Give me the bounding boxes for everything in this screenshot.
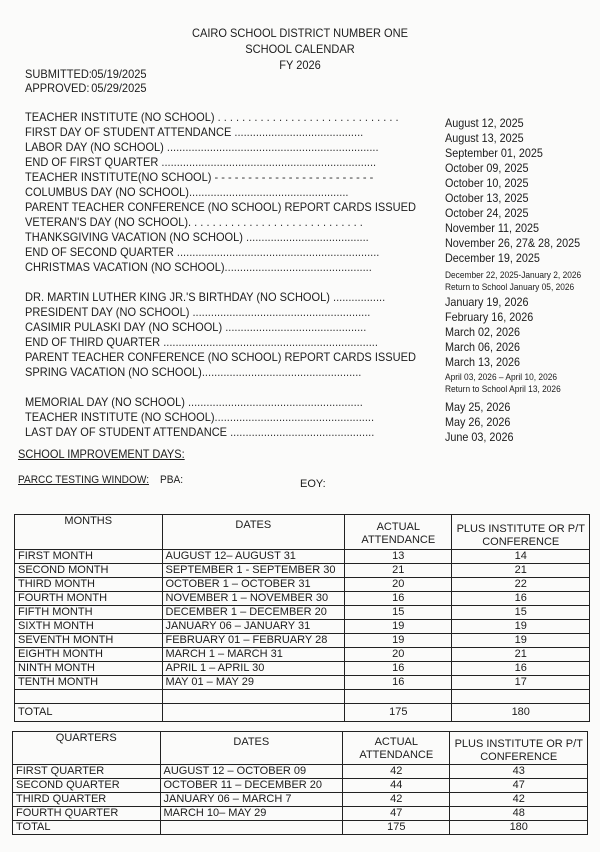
plus-institute-cell: 42 — [450, 793, 588, 807]
event-label: CASIMIR PULASKI DAY (NO SCHOOL) — [25, 320, 223, 334]
event-date: November 26, 27& 28, 2025 — [445, 236, 581, 250]
actual-attendance-cell: 175 — [343, 821, 450, 835]
event-row — [25, 140, 379, 155]
event-row — [25, 185, 348, 200]
event-date: January 19, 2026 — [445, 295, 529, 309]
plus-institute-cell: 15 — [452, 606, 590, 620]
actual-attendance-cell: 175 — [345, 704, 452, 722]
submission-meta — [25, 67, 146, 95]
event-row — [25, 215, 363, 230]
event-label: DR. MARTIN LUTHER KING JR.'S BIRTHDAY (NO SCHOOL) — [25, 290, 330, 304]
period-cell: TOTAL — [13, 821, 161, 835]
leader-dots: ..................................................................... — [163, 140, 379, 154]
col-header-actual-attendance: ACTUAL ATTENDANCE — [345, 515, 452, 550]
period-cell: SIXTH MONTH — [15, 620, 163, 634]
dates-cell: MARCH 10– MAY 29 — [160, 807, 343, 821]
months-attendance-table — [14, 514, 590, 722]
dates-cell: JANUARY 06 – JANUARY 31 — [162, 620, 345, 634]
period-cell: THIRD MONTH — [15, 578, 163, 592]
leader-dots: ...................................................................... — [158, 155, 377, 169]
col-header-plus-institute: PLUS INSTITUTE OR P/T CONFERENCE — [452, 515, 590, 550]
event-label: MEMORIAL DAY (NO SCHOOL) — [25, 395, 185, 409]
event-date: December 22, 2025-January 2, 2026 — [445, 270, 582, 281]
leader-dots: ................. — [329, 290, 386, 304]
dates-cell: OCTOBER 1 – OCTOBER 31 — [162, 578, 345, 592]
submitted-line: SUBMITTED:05/19/2025 — [25, 67, 147, 81]
plus-institute-cell: 16 — [452, 592, 590, 606]
actual-attendance-cell: 19 — [345, 634, 452, 648]
dates-cell: AUGUST 12– AUGUST 31 — [162, 550, 345, 564]
event-row — [25, 335, 378, 350]
dates-cell: NOVEMBER 1 – NOVEMBER 30 — [162, 592, 345, 606]
actual-attendance-cell: 16 — [345, 662, 452, 676]
parcc-testing-window — [18, 474, 183, 486]
leader-dots: .......................................... — [231, 125, 364, 139]
submitted-date: 05/19/2025 — [91, 67, 147, 81]
actual-attendance-cell: 20 — [345, 578, 452, 592]
eoy-label: EOY: — [300, 478, 326, 490]
leader-dots: ...................................................................... — [160, 335, 378, 349]
event-label: PRESIDENT DAY (NO SCHOOL) — [25, 305, 190, 319]
event-date: October 09, 2025 — [445, 161, 529, 175]
table-row — [15, 662, 590, 676]
actual-attendance-cell: 15 — [345, 606, 452, 620]
table-row — [13, 793, 588, 807]
plus-institute-cell: 14 — [452, 550, 590, 564]
period-cell — [15, 690, 163, 704]
actual-attendance-cell: 47 — [343, 807, 450, 821]
event-date: October 10, 2025 — [445, 176, 529, 190]
period-cell: SEVENTH MONTH — [15, 634, 163, 648]
event-date: March 13, 2026 — [445, 355, 521, 369]
quarters-attendance-table — [12, 731, 588, 835]
return-to-school-date: Return to School January 05, 2026 — [445, 282, 575, 293]
event-label: PARENT TEACHER CONFERENCE (NO SCHOOL) REPORT CARDS ISSUED — [25, 200, 416, 214]
event-row — [25, 350, 416, 365]
actual-attendance-cell — [345, 690, 452, 704]
event-label: END OF SECOND QUARTER — [25, 245, 174, 259]
actual-attendance-cell: 44 — [343, 779, 450, 793]
period-cell: EIGHTH MONTH — [15, 648, 163, 662]
event-row — [25, 170, 373, 185]
dates-cell: AUGUST 12 – OCTOBER 09 — [160, 765, 343, 779]
event-row — [25, 395, 363, 410]
actual-attendance-cell: 20 — [345, 648, 452, 662]
dates-cell: APRIL 1 – APRIL 30 — [162, 662, 345, 676]
dates-cell: FEBRUARY 01 – FEBRUARY 28 — [162, 634, 345, 648]
col-header-months: MONTHS — [15, 515, 163, 550]
col-header-dates: DATES — [160, 732, 343, 765]
period-cell: SECOND MONTH — [15, 564, 163, 578]
dates-cell: DECEMBER 1 – DECEMBER 20 — [162, 606, 345, 620]
plus-institute-cell: 180 — [450, 821, 588, 835]
table-row — [15, 564, 590, 578]
table-row — [13, 779, 588, 793]
parcc-label: PARCC TESTING WINDOW: — [18, 474, 150, 486]
event-date: October 24, 2025 — [445, 206, 529, 220]
period-cell: TOTAL — [15, 704, 163, 722]
actual-attendance-cell: 16 — [345, 592, 452, 606]
plus-institute-cell: 22 — [452, 578, 590, 592]
leader-dots: .................................................... — [201, 365, 362, 379]
period-cell: FOURTH QUARTER — [13, 807, 161, 821]
table-row — [15, 620, 590, 634]
event-date: November 11, 2025 — [445, 221, 540, 235]
event-label: SPRING VACATION (NO SCHOOL) — [25, 365, 202, 379]
table-row — [15, 676, 590, 690]
leader-dots: .......................................................... — [189, 305, 371, 319]
event-date: April 03, 2026 – April 10, 2026 — [445, 372, 558, 383]
col-header-actual-attendance: ACTUAL ATTENDANCE — [343, 732, 450, 765]
plus-institute-cell: 16 — [452, 662, 590, 676]
col-header-dates: DATES — [162, 515, 345, 550]
event-row — [25, 110, 399, 125]
period-cell: TENTH MONTH — [15, 676, 163, 690]
leader-dots: .............................................. — [222, 320, 367, 334]
actual-attendance-cell: 19 — [345, 620, 452, 634]
dates-cell — [162, 690, 345, 704]
dates-cell: JANUARY 06 – MARCH 7 — [160, 793, 343, 807]
event-date: March 06, 2026 — [445, 340, 521, 354]
event-label: LABOR DAY (NO SCHOOL) — [25, 140, 164, 154]
event-date: December 19, 2025 — [445, 251, 540, 265]
table-header-row — [13, 732, 588, 765]
event-label: FIRST DAY OF STUDENT ATTENDANCE — [25, 125, 232, 139]
event-row — [25, 365, 361, 380]
table-row — [15, 634, 590, 648]
district-title: CAIRO SCHOOL DISTRICT NUMBER ONE SCHOOL CALENDAR FY 2026 — [192, 26, 408, 72]
event-date: March 02, 2026 — [445, 325, 521, 339]
leader-dots: . . . . . . . . . . . . . . . . . . . . . . . . . . . . — [191, 215, 363, 229]
event-row — [25, 230, 369, 245]
event-date: August 12, 2025 — [445, 116, 524, 130]
period-cell: SECOND QUARTER — [13, 779, 161, 793]
plus-institute-cell: 19 — [452, 620, 590, 634]
event-row — [25, 425, 374, 440]
plus-institute-cell: 21 — [452, 564, 590, 578]
leader-dots: .................................................................. — [173, 245, 380, 259]
event-date: August 13, 2025 — [445, 131, 524, 145]
col-header-plus-institute: PLUS INSTITUTE OR P/T CONFERENCE — [450, 732, 588, 765]
plus-institute-cell: 21 — [452, 648, 590, 662]
event-label: TEACHER INSTITUTE (NO SCHOOL) — [25, 110, 215, 124]
table-row — [15, 606, 590, 620]
event-row — [25, 155, 376, 170]
event-date: May 25, 2026 — [445, 400, 511, 414]
leader-dots: ........................................ — [242, 230, 369, 244]
pba-label: PBA: — [160, 474, 184, 486]
table-header-row — [15, 515, 590, 550]
table-row — [13, 765, 588, 779]
plus-institute-cell: 47 — [450, 779, 588, 793]
dates-cell — [162, 704, 345, 722]
event-row — [25, 245, 379, 260]
event-row — [25, 410, 374, 425]
event-label: PARENT TEACHER CONFERENCE (NO SCHOOL) REPORT CARDS ISSUED — [25, 350, 416, 364]
leader-dots: ............................................... — [227, 425, 375, 439]
event-label: COLUMBUS DAY (NO SCHOOL) — [25, 185, 189, 199]
plus-institute-cell: 43 — [450, 765, 588, 779]
table-row — [15, 578, 590, 592]
leader-dots: . . . . . . . . . . . . . . . . . . . . . . . . . . . . . . — [214, 110, 399, 124]
leader-dots: ................................................ — [224, 260, 372, 274]
event-label: VETERAN'S DAY (NO SCHOOL). — [25, 215, 192, 229]
event-date: October 13, 2025 — [445, 191, 529, 205]
actual-attendance-cell: 13 — [345, 550, 452, 564]
dates-cell: MARCH 1 – MARCH 31 — [162, 648, 345, 662]
period-cell: FIRST MONTH — [15, 550, 163, 564]
plus-institute-cell — [452, 690, 590, 704]
period-cell: NINTH MONTH — [15, 662, 163, 676]
total-row — [15, 704, 590, 722]
event-label: TEACHER INSTITUTE (NO SCHOOL) — [25, 410, 215, 424]
event-row — [25, 320, 366, 335]
plus-institute-cell: 180 — [452, 704, 590, 722]
dates-cell: MAY 01 – MAY 29 — [162, 676, 345, 690]
dates-cell — [160, 821, 343, 835]
col-header-quarters: QUARTERS — [13, 732, 161, 765]
event-date: June 03, 2026 — [445, 430, 514, 444]
approved-line: APPROVED: 05/29/2025 — [25, 81, 147, 95]
event-label: TEACHER INSTITUTE(NO SCHOOL) — [25, 170, 212, 184]
plus-institute-cell: 48 — [450, 807, 588, 821]
table-row — [15, 592, 590, 606]
dates-cell: SEPTEMBER 1 - SEPTEMBER 30 — [162, 564, 345, 578]
actual-attendance-cell: 16 — [345, 676, 452, 690]
event-label: CHRISTMAS VACATION (NO SCHOOL) — [25, 260, 225, 274]
leader-dots: - - - - - - - - - - - - - - - - - - - - - - - - — [211, 170, 374, 184]
event-row — [25, 290, 385, 305]
actual-attendance-cell: 21 — [345, 564, 452, 578]
event-label: LAST DAY OF STUDENT ATTENDANCE — [25, 425, 228, 439]
period-cell: FIRST QUARTER — [13, 765, 161, 779]
period-cell: FOURTH MONTH — [15, 592, 163, 606]
event-label: THANKSGIVING VACATION (NO SCHOOL) — [25, 230, 243, 244]
event-label: END OF FIRST QUARTER — [25, 155, 159, 169]
plus-institute-cell: 19 — [452, 634, 590, 648]
event-row — [25, 305, 370, 320]
event-row — [25, 200, 416, 215]
leader-dots: .................................................... — [188, 185, 349, 199]
leader-dots: .................................................... — [214, 410, 375, 424]
event-row — [25, 260, 372, 275]
period-cell: FIFTH MONTH — [15, 606, 163, 620]
total-row — [13, 821, 588, 835]
table-row — [15, 690, 590, 704]
dates-cell: OCTOBER 11 – DECEMBER 20 — [160, 779, 343, 793]
leader-dots: ......................................................... — [184, 395, 363, 409]
approved-date: 05/29/2025 — [91, 81, 147, 95]
actual-attendance-cell: 42 — [343, 765, 450, 779]
table-row — [13, 807, 588, 821]
school-improvement-days-heading: SCHOOL IMPROVEMENT DAYS: — [18, 447, 185, 461]
table-row — [15, 648, 590, 662]
period-cell: THIRD QUARTER — [13, 793, 161, 807]
event-date: September 01, 2025 — [445, 146, 543, 160]
actual-attendance-cell: 42 — [343, 793, 450, 807]
table-row — [15, 550, 590, 564]
event-date: May 26, 2026 — [445, 415, 511, 429]
event-row — [25, 125, 363, 140]
plus-institute-cell: 17 — [452, 676, 590, 690]
event-date: February 16, 2026 — [445, 310, 534, 324]
event-label: END OF THIRD QUARTER — [25, 335, 161, 349]
return-to-school-date: Return to School April 13, 2026 — [445, 384, 561, 395]
